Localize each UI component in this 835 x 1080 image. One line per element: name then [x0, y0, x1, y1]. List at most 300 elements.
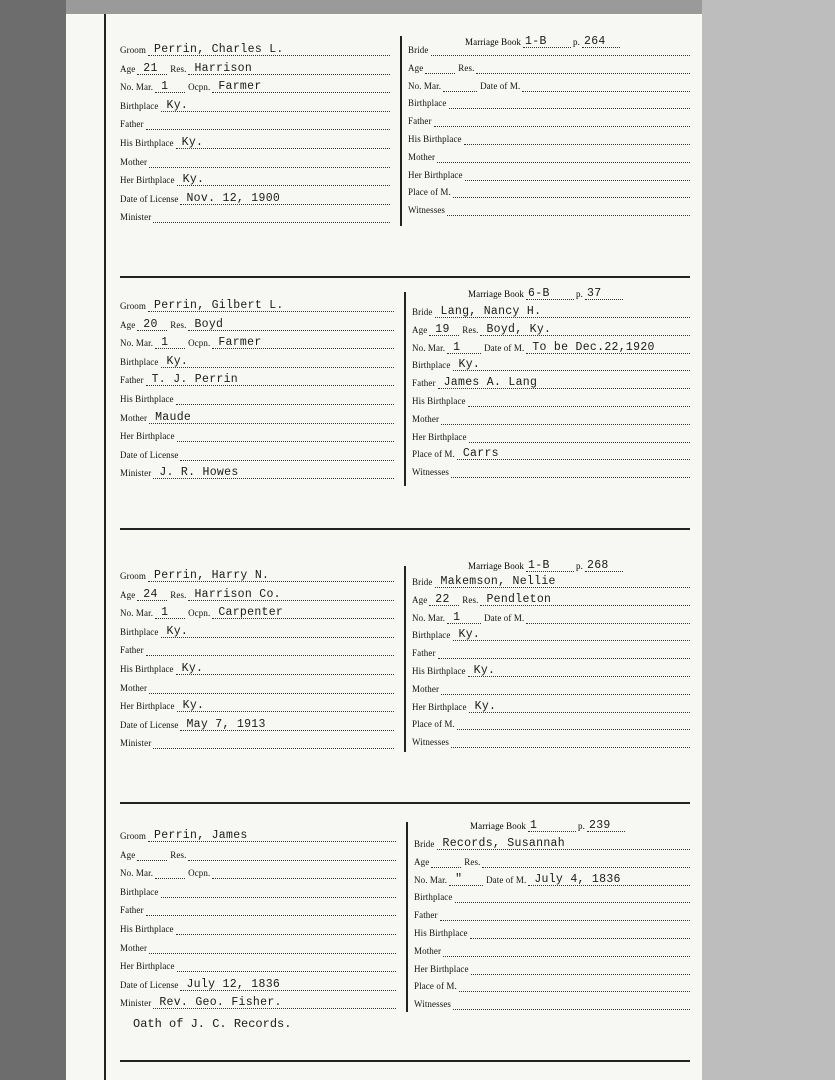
bride-her-birthplace-row-label: Her Birthplace — [412, 431, 467, 442]
bride-age-row-line-a — [429, 323, 459, 336]
groom-mar-row-line-a — [155, 606, 185, 619]
bride-name-row — [412, 302, 690, 318]
groom-minister-row-value: J. R. Howes — [159, 466, 239, 480]
groom-mother-row-label: Mother — [120, 682, 148, 693]
groom-license-row-value: Nov. 12, 1900 — [186, 191, 281, 205]
bride-birthplace-row-line — [449, 96, 691, 109]
record-separator — [120, 276, 690, 278]
groom-mother-row-line — [149, 411, 394, 424]
bride-name-row-line — [435, 575, 691, 588]
groom-his-birthplace-row — [120, 389, 394, 405]
bride-age-row-value-b: Pendleton — [486, 592, 552, 606]
bride-his-birthplace-row-line — [470, 926, 690, 939]
groom-mar-row-value-b: Farmer — [218, 336, 262, 350]
groom-age-row — [120, 585, 394, 601]
groom-age-row — [120, 315, 394, 331]
bride-name-row-label: Bride — [412, 577, 433, 587]
groom-her-birthplace-row-line — [177, 429, 394, 442]
marriage-book-label: Marriage Book — [470, 821, 527, 831]
groom-birthplace-row — [120, 622, 394, 638]
groom-mar-row-value-a: 1 — [161, 80, 169, 94]
bride-age-row-label-b: Res. — [464, 856, 481, 867]
groom-name-row — [120, 826, 396, 842]
groom-birthplace-row — [120, 96, 390, 112]
bride-place-row — [408, 182, 690, 198]
groom-father-row-label: Father — [120, 119, 144, 130]
groom-birthplace-row-label: Birthplace — [120, 356, 159, 367]
groom-age-row-value-a: 24 — [143, 587, 158, 601]
groom-his-birthplace-row-label: His Birthplace — [120, 138, 174, 148]
groom-name-row-line — [148, 569, 394, 582]
groom-license-row-line — [180, 978, 396, 991]
groom-name-row-label: Groom — [120, 45, 146, 55]
groom-minister-row-line — [153, 996, 396, 1009]
groom-father-row-label: Father — [120, 375, 144, 386]
marriage-book-number: 1-B — [525, 35, 547, 48]
bride-age-row-line-a — [431, 855, 461, 868]
groom-mar-row-line-b — [212, 866, 396, 879]
bride-birthplace-row-value: Ky. — [458, 628, 481, 642]
groom-license-row-label: Date of License — [120, 449, 179, 460]
bride-father-row-value: James A. Lang — [443, 376, 538, 390]
bride-mother-row — [412, 679, 690, 695]
bride-mar-row-label-b: Date of M. — [484, 612, 525, 623]
bride-age-row-label-b: Res. — [458, 62, 475, 73]
groom-birthplace-row-label: Birthplace — [120, 626, 159, 637]
groom-name-row-value: Perrin, Harry N. — [154, 569, 270, 582]
groom-name-row-label: Groom — [120, 571, 146, 581]
groom-mar-row-value-a: 1 — [161, 336, 169, 350]
groom-mar-row-line-a — [155, 80, 185, 93]
bride-her-birthplace-row-label: Her Birthplace — [412, 701, 467, 712]
bride-mother-row-label: Mother — [412, 683, 440, 694]
groom-his-birthplace-row-value: Ky. — [181, 662, 204, 675]
groom-age-row-line-b — [188, 318, 394, 331]
bride-birthplace-row — [412, 355, 690, 371]
bride-mother-row — [414, 941, 690, 957]
bride-age-row-value-a: 22 — [435, 592, 450, 606]
groom-her-birthplace-row-line — [177, 699, 394, 712]
groom-mother-row — [120, 152, 390, 168]
bride-birthplace-row — [412, 625, 690, 641]
groom-age-row-value-b: Boyd — [194, 317, 224, 331]
bride-place-row-line — [459, 979, 690, 992]
bride-mar-row-line-b — [528, 873, 690, 886]
groom-age-row — [120, 59, 390, 75]
bride-age-row-line-b — [480, 323, 690, 336]
bride-her-birthplace-row — [412, 427, 690, 443]
groom-name-row-label: Groom — [120, 301, 146, 311]
groom-age-row-value-a: 20 — [143, 317, 158, 331]
bride-father-row-label: Father — [408, 116, 432, 127]
groom-mar-row-label-b: Ocpn. — [188, 608, 211, 619]
groom-age-row-line-a — [137, 588, 167, 601]
groom-name-row-value: Perrin, Gilbert L. — [154, 299, 284, 312]
groom-mother-row — [120, 678, 394, 694]
groom-mother-row — [120, 408, 394, 424]
page-line — [585, 559, 623, 572]
bride-his-birthplace-row — [412, 661, 690, 677]
groom-license-row-label: Date of License — [120, 193, 179, 204]
bride-mar-row — [408, 76, 690, 92]
bride-place-row-line — [453, 185, 690, 198]
bride-name-row-value: Makemson, Nellie — [440, 575, 556, 588]
oath-note: Oath of J. C. Records. — [133, 1017, 292, 1031]
groom-mother-row-value: Maude — [155, 410, 192, 424]
bride-his-birthplace-row — [414, 923, 690, 939]
groom-minister-row — [120, 733, 394, 749]
bride-place-row — [412, 714, 690, 730]
bride-name-row-value: Records, Susannah — [442, 837, 565, 850]
groom-her-birthplace-row-label: Her Birthplace — [120, 431, 175, 442]
marriage-book-ref — [468, 284, 623, 300]
bride-age-row-label-b: Res. — [462, 594, 479, 605]
bride-his-birthplace-row — [412, 391, 690, 407]
bride-place-row-value: Carrs — [462, 447, 499, 461]
page-label: p. — [573, 37, 580, 47]
groom-birthplace-row-label: Birthplace — [120, 100, 159, 111]
scan-right-edge — [702, 0, 835, 1080]
bride-mar-row-value-a: 1 — [453, 340, 461, 354]
groom-age-row — [120, 845, 396, 861]
groom-mother-row-line — [149, 155, 390, 168]
bride-father-row-label: Father — [412, 378, 436, 389]
bride-mar-row-line-a — [449, 873, 483, 886]
groom-age-row-line-a — [137, 848, 167, 861]
groom-age-row-line-b — [188, 62, 390, 75]
groom-minister-row-line — [153, 466, 394, 479]
groom-her-birthplace-row — [120, 956, 396, 972]
page-number: 37 — [587, 287, 602, 300]
bride-place-row-line — [457, 447, 690, 460]
groom-his-birthplace-row — [120, 133, 390, 149]
column-divider — [404, 292, 406, 486]
groom-father-row-line — [146, 373, 394, 386]
bride-age-row — [412, 590, 690, 606]
groom-age-row-label-b: Res. — [170, 319, 187, 330]
bride-father-row — [412, 643, 690, 659]
groom-mother-row-label: Mother — [120, 156, 148, 167]
groom-mar-row-value-b: Carpenter — [218, 606, 284, 620]
groom-birthplace-row-value: Ky. — [166, 354, 189, 368]
bride-birthplace-row-line — [453, 628, 691, 641]
bride-his-birthplace-row-label: His Birthplace — [414, 928, 468, 938]
groom-father-row — [120, 640, 394, 656]
page-label: p. — [576, 561, 583, 571]
bride-name-row-value: Lang, Nancy H. — [440, 305, 542, 318]
groom-age-row-line-a — [137, 62, 167, 75]
groom-his-birthplace-row-label: His Birthplace — [120, 394, 174, 404]
bride-mother-row-label: Mother — [408, 151, 436, 162]
bride-mother-row-line — [441, 412, 690, 425]
bride-father-row-line — [440, 908, 690, 921]
bride-her-birthplace-row — [408, 165, 690, 181]
groom-minister-row — [120, 993, 396, 1009]
groom-age-row-line-a — [137, 318, 167, 331]
bride-her-birthplace-row-value: Ky. — [474, 699, 497, 713]
page-number: 239 — [589, 819, 611, 832]
marriage-book-label: Marriage Book — [468, 289, 525, 299]
marriage-book-number: 1-B — [528, 559, 550, 572]
groom-minister-row-line — [153, 736, 394, 749]
bride-mar-row-label-b: Date of M. — [480, 80, 521, 91]
groom-age-row-value-b: Harrison — [194, 61, 253, 75]
groom-her-birthplace-row-value: Ky. — [182, 699, 205, 713]
bride-witnesses-row — [408, 200, 690, 216]
bride-name-row — [414, 834, 690, 850]
bride-her-birthplace-row — [412, 697, 690, 713]
groom-license-row — [120, 975, 396, 991]
bride-father-row — [408, 111, 690, 127]
groom-father-row — [120, 370, 394, 386]
bride-mar-row — [412, 338, 690, 354]
bride-name-row-label: Bride — [408, 45, 429, 55]
groom-mar-row-label-a: No. Mar. — [120, 338, 154, 349]
groom-license-row-line — [180, 448, 394, 461]
bride-witnesses-row — [412, 732, 690, 748]
groom-his-birthplace-row-line — [176, 662, 394, 675]
bride-witnesses-row — [412, 462, 690, 478]
groom-father-row — [120, 114, 390, 130]
page-label: p. — [576, 289, 583, 299]
bride-mar-row-line-b — [526, 611, 690, 624]
bride-name-row-label: Bride — [412, 307, 433, 317]
bride-his-birthplace-row-label: His Birthplace — [412, 396, 466, 406]
groom-father-row-label: Father — [120, 645, 144, 656]
groom-mar-row-line-b — [212, 80, 390, 93]
groom-birthplace-row-line — [161, 355, 395, 368]
bride-witnesses-row-label: Witnesses — [412, 737, 450, 748]
groom-her-birthplace-row — [120, 170, 390, 186]
column-divider — [400, 36, 402, 226]
bride-age-row-label-b: Res. — [462, 324, 479, 335]
groom-mar-row-line-b — [212, 336, 394, 349]
bride-age-row-label-a: Age — [412, 324, 428, 335]
record-separator — [120, 802, 690, 804]
groom-father-row-line — [146, 643, 394, 656]
marriage-book-ref — [468, 556, 623, 572]
bride-father-row-line — [438, 376, 690, 389]
groom-age-row-line-b — [188, 588, 394, 601]
bride-mar-row-value-b: July 4, 1836 — [534, 872, 621, 886]
bride-her-birthplace-row-label: Her Birthplace — [414, 963, 469, 974]
groom-father-row-line — [146, 903, 396, 916]
bride-age-row-line-a — [425, 61, 455, 74]
groom-name-row-line — [148, 299, 394, 312]
groom-minister-row — [120, 207, 390, 223]
groom-name-row — [120, 566, 394, 582]
groom-her-birthplace-row-line — [177, 173, 390, 186]
bride-place-row-label: Place of M. — [412, 719, 455, 730]
groom-age-row-label-b: Res. — [170, 63, 187, 74]
groom-mar-row-label-a: No. Mar. — [120, 608, 154, 619]
marriage-book-line — [528, 819, 576, 832]
bride-place-row-label: Place of M. — [408, 187, 451, 198]
groom-mar-row — [120, 603, 394, 619]
bride-age-row-line-b — [476, 61, 690, 74]
groom-birthplace-row — [120, 882, 396, 898]
bride-mar-row-value-b: To be Dec.22,1920 — [532, 340, 655, 354]
left-margin-rule — [104, 14, 106, 1080]
bride-mother-row-line — [441, 682, 690, 695]
groom-age-row-line-b — [188, 848, 396, 861]
bride-place-row-label: Place of M. — [414, 981, 457, 992]
column-divider — [404, 566, 406, 752]
column-divider — [406, 822, 408, 1012]
groom-minister-row-label: Minister — [120, 738, 152, 749]
groom-minister-row-line — [153, 210, 390, 223]
marriage-book-line — [526, 287, 574, 300]
bride-age-row-line-b — [480, 593, 690, 606]
groom-age-row-label-a: Age — [120, 63, 136, 74]
bride-witnesses-row-line — [453, 997, 690, 1010]
groom-license-row-value: May 7, 1913 — [186, 717, 266, 731]
groom-license-row-label: Date of License — [120, 979, 179, 990]
groom-age-row-value-a: 21 — [143, 61, 158, 75]
bride-mar-row-label-a: No. Mar. — [412, 612, 446, 623]
bride-mar-row-value-a: " — [455, 872, 463, 886]
groom-minister-row-value: Rev. Geo. Fisher. — [159, 996, 282, 1010]
bride-age-row-line-a — [429, 593, 459, 606]
bride-place-row — [412, 444, 690, 460]
groom-birthplace-row-line — [161, 625, 395, 638]
groom-father-row-value: T. J. Perrin — [151, 373, 239, 387]
groom-birthplace-row-label: Birthplace — [120, 886, 159, 897]
bride-age-row-label-a: Age — [408, 62, 424, 73]
bride-her-birthplace-row-label: Her Birthplace — [408, 169, 463, 180]
groom-minister-row — [120, 463, 394, 479]
groom-minister-row-label: Minister — [120, 212, 152, 223]
bride-age-row — [412, 320, 690, 336]
bride-age-row-line-b — [482, 855, 690, 868]
groom-mar-row — [120, 863, 396, 879]
groom-his-birthplace-row-value: Ky. — [181, 136, 204, 149]
bride-age-row-value-a: 19 — [435, 322, 450, 336]
groom-age-row-label-a: Age — [120, 849, 136, 860]
bride-mar-row-value-a: 1 — [453, 610, 461, 624]
groom-age-row-label-a: Age — [120, 589, 136, 600]
groom-mother-row-label: Mother — [120, 942, 148, 953]
bride-mar-row-line-b — [522, 79, 690, 92]
groom-father-row-label: Father — [120, 905, 144, 916]
groom-her-birthplace-row — [120, 696, 394, 712]
bride-name-row — [412, 572, 690, 588]
bride-mother-row-label: Mother — [412, 413, 440, 424]
groom-mother-row — [120, 938, 396, 954]
bride-mar-row-label-a: No. Mar. — [412, 342, 446, 353]
groom-minister-row-label: Minister — [120, 468, 152, 479]
bride-father-row-line — [438, 646, 690, 659]
bride-age-row — [408, 58, 690, 74]
bride-age-row — [414, 852, 690, 868]
groom-name-row-value: Perrin, Charles L. — [154, 43, 284, 56]
bride-witnesses-row-label: Witnesses — [408, 205, 446, 216]
page-line — [585, 287, 623, 300]
groom-birthplace-row-value: Ky. — [166, 98, 189, 112]
bottom-rule — [120, 1060, 690, 1062]
groom-name-row-label: Groom — [120, 831, 146, 841]
bride-mother-row-label: Mother — [414, 945, 442, 956]
groom-her-birthplace-row — [120, 426, 394, 442]
groom-minister-row-label: Minister — [120, 998, 152, 1009]
bride-witnesses-row — [414, 994, 690, 1010]
bride-his-birthplace-row-value: Ky. — [473, 664, 496, 677]
groom-her-birthplace-row-label: Her Birthplace — [120, 701, 175, 712]
bride-birthplace-row — [414, 887, 690, 903]
marriage-book-line — [526, 559, 574, 572]
bride-age-row-label-a: Age — [414, 856, 430, 867]
groom-mar-row-label-b: Ocpn. — [188, 82, 211, 93]
page-line — [587, 819, 625, 832]
groom-license-row-line — [180, 192, 390, 205]
bride-birthplace-row-label: Birthplace — [408, 98, 447, 109]
groom-license-row — [120, 189, 390, 205]
bride-mar-row — [412, 608, 690, 624]
bride-her-birthplace-row-line — [469, 700, 690, 713]
marriage-book-ref — [470, 816, 625, 832]
groom-license-row-value: July 12, 1836 — [186, 977, 281, 991]
groom-her-birthplace-row-line — [177, 959, 396, 972]
groom-birthplace-row-line — [161, 99, 391, 112]
groom-mar-row-line-a — [155, 866, 185, 879]
bride-birthplace-row — [408, 93, 690, 109]
groom-his-birthplace-row — [120, 919, 396, 935]
groom-mar-row-label-a: No. Mar. — [120, 868, 154, 879]
bride-father-row — [414, 905, 690, 921]
bride-birthplace-row-label: Birthplace — [412, 630, 451, 641]
groom-name-row-line — [148, 829, 396, 842]
record-separator — [120, 528, 690, 530]
groom-her-birthplace-row-value: Ky. — [182, 173, 205, 187]
groom-age-row-label-b: Res. — [170, 849, 187, 860]
bride-his-birthplace-row-line — [468, 394, 690, 407]
groom-mar-row-value-a: 1 — [161, 606, 169, 620]
bride-mar-row-line-a — [447, 611, 481, 624]
marriage-book-number: 6-B — [528, 287, 550, 300]
groom-license-row — [120, 445, 394, 461]
bride-birthplace-row-line — [455, 890, 691, 903]
bride-father-row-label: Father — [412, 648, 436, 659]
groom-mother-row-line — [149, 941, 396, 954]
bride-birthplace-row-line — [453, 358, 691, 371]
bride-birthplace-row-value: Ky. — [458, 358, 481, 372]
page-number: 268 — [587, 559, 609, 572]
bride-mother-row — [408, 147, 690, 163]
bride-father-row — [412, 373, 690, 389]
groom-mar-row-line-a — [155, 336, 185, 349]
bride-mother-row — [412, 409, 690, 425]
bride-father-row-label: Father — [414, 910, 438, 921]
bride-her-birthplace-row-line — [471, 962, 690, 975]
bride-name-row-line — [431, 43, 691, 56]
bride-mar-row-label-b: Date of M. — [484, 342, 525, 353]
bride-her-birthplace-row — [414, 959, 690, 975]
bride-witnesses-row-line — [451, 465, 690, 478]
groom-mar-row-line-b — [212, 606, 394, 619]
groom-father-row — [120, 900, 396, 916]
bride-birthplace-row-label: Birthplace — [414, 892, 453, 903]
groom-his-birthplace-row-line — [176, 922, 396, 935]
groom-age-row-label-a: Age — [120, 319, 136, 330]
bride-mar-row-line-a — [447, 341, 481, 354]
groom-his-birthplace-row-line — [176, 392, 394, 405]
groom-his-birthplace-row-label: His Birthplace — [120, 664, 174, 674]
groom-birthplace-row-value: Ky. — [166, 624, 189, 638]
groom-his-birthplace-row-label: His Birthplace — [120, 924, 174, 934]
bride-his-birthplace-row-label: His Birthplace — [408, 134, 462, 144]
bride-place-row-label: Place of M. — [412, 449, 455, 460]
groom-mar-row-value-b: Farmer — [218, 80, 262, 94]
